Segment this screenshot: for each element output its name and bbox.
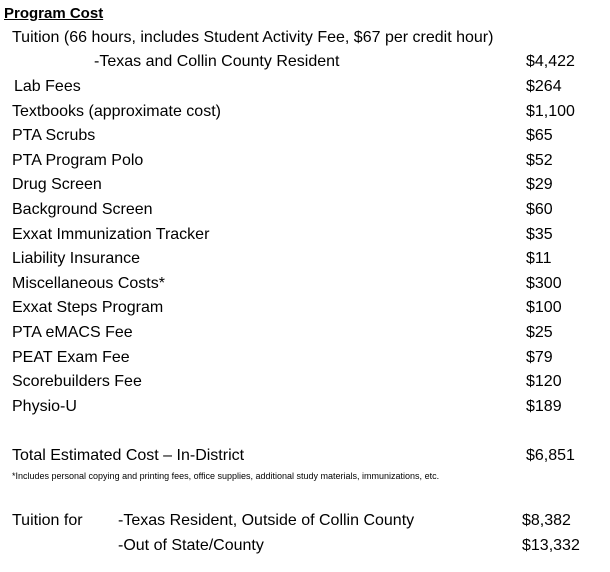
cost-item-value: $100 <box>526 299 562 316</box>
cost-item-label: PTA eMACS Fee <box>12 324 133 341</box>
cost-item-label: Lab Fees <box>14 78 81 95</box>
in-district-value: $4,422 <box>526 53 575 70</box>
cost-item-value: $1,100 <box>526 103 575 120</box>
cost-item-value: $60 <box>526 201 553 218</box>
cost-item-label: Physio-U <box>12 398 77 415</box>
cost-item-value: $11 <box>526 250 552 267</box>
cost-item-label: Liability Insurance <box>12 250 141 267</box>
cost-item-value: $264 <box>526 78 562 95</box>
cost-item-label: Background Screen <box>12 201 153 218</box>
cost-item-label: Exxat Steps Program <box>12 299 164 316</box>
cost-item-value: $65 <box>526 127 553 144</box>
cost-item-label: Exxat Immunization Tracker <box>12 226 210 243</box>
cost-item-label: PTA Program Polo <box>12 152 144 169</box>
cost-item-value: $189 <box>526 398 562 415</box>
total-label: Total Estimated Cost – In-District <box>12 447 245 464</box>
other-tuition-label: -Out of State/County <box>118 537 264 554</box>
page-title: Program Cost <box>4 5 104 22</box>
other-tuition-value: $13,332 <box>522 537 580 554</box>
other-tuition-value: $8,382 <box>522 512 571 529</box>
cost-item-value: $79 <box>526 349 553 366</box>
cost-item-value: $35 <box>526 226 553 243</box>
cost-item-label: PEAT Exam Fee <box>12 349 130 366</box>
cost-item-value: $120 <box>526 373 562 390</box>
cost-item-value: $29 <box>526 176 553 193</box>
total-value: $6,851 <box>526 447 575 464</box>
in-district-label: -Texas and Collin County Resident <box>94 53 340 70</box>
cost-item-label: Scorebuilders Fee <box>12 373 142 390</box>
cost-item-label: PTA Scrubs <box>12 127 96 144</box>
tuition-for-label: Tuition for <box>12 512 83 529</box>
footnote: *Includes personal copying and printing fees, office supplies, additional study materials, immunizations, etc. <box>12 471 440 481</box>
cost-item-value: $25 <box>526 324 553 341</box>
cost-item-label: Textbooks (approximate cost) <box>12 103 221 120</box>
other-tuition-label: -Texas Resident, Outside of Collin County <box>118 512 415 529</box>
cost-item-label: Drug Screen <box>12 176 102 193</box>
tuition-heading: Tuition (66 hours, includes Student Activity Fee, $67 per credit hour) <box>12 29 494 46</box>
cost-item-label: Miscellaneous Costs* <box>12 275 165 292</box>
cost-item-value: $300 <box>526 275 562 292</box>
cost-item-value: $52 <box>526 152 553 169</box>
